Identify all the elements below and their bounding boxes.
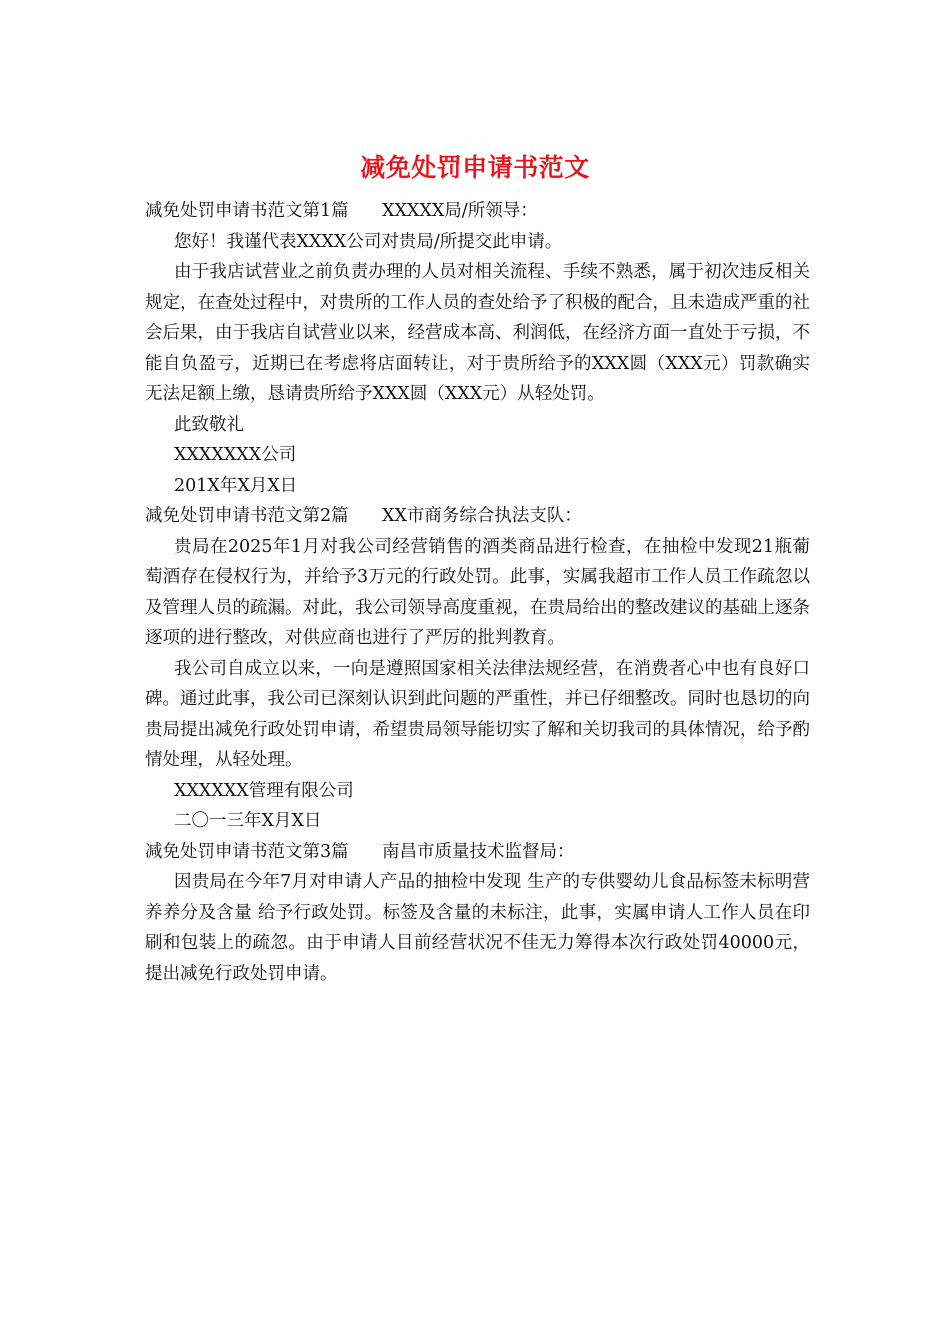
section-heading-2: 减免处罚申请书范文第2篇 XX市商务综合执法支队： bbox=[145, 506, 582, 526]
document-title: 减免处罚申请书范文 bbox=[360, 153, 590, 182]
paragraph: 因贵局在今年7月对申请人产品的抽检中发现 生产的专供婴幼儿食品标签未标明营养养分及含量 给予行政处罚。标签及含量的未标注，此事，实属申请人工作人员在印刷和包装上的疏忽。由于申请人目前经营状况不佳无力筹得本次行政处罚40000元，提出减免行政处罚申请。 bbox=[145, 872, 810, 984]
paragraph: 贵局在2025年1月对我公司经营销售的酒类商品进行检查，在抽检中发现21瓶葡萄酒存在侵权行为，并给予3万元的行政处罚。此事，实属我超市工作人员工作疏忽以及管理人员的疏漏。对此，我公司领导高度重视，在贵局给出的整改建议的基础上逐条逐项的进行整改，对供应商也进行了严厉的批判教育。 bbox=[145, 536, 810, 648]
paragraph: 您好！我谨代表XXXX公司对贵局/所提交此申请。 bbox=[174, 231, 563, 252]
signature-date: 二〇一三年X月X日 bbox=[174, 811, 322, 831]
paragraph: 我公司自成立以来，一向是遵照国家相关法律法规经营，在消费者心中也有良好口碑。通过此事，我公司已深刻认识到此问题的严重性，并已仔细整改。同时也恳切的向贵局提出减免行政处罚申请，希望贵局领导能切实了解和关切我司的具体情况，给予酌情处理，从轻处理。 bbox=[145, 658, 810, 770]
paragraph: 由于我店试营业之前负责办理的人员对相关流程、手续不熟悉，属于初次违反相关规定，在查处过程中，对贵所的工作人员的查处给予了积极的配合，且未造成严重的社会后果，由于我店自试营业以来，经营成本高、利润低，在经济方面一直处于亏损，不能自负盈亏，近期已在考虑将店面转让，对于贵所给予的XXX圆（XXX元）罚款确实无法足额上缴，恳请贵所给予XXX圆（XXX元）从轻处罚。 bbox=[145, 262, 810, 404]
signature-company: XXXXXX管理有限公司 bbox=[174, 780, 354, 801]
section-heading-1: 减免处罚申请书范文第1篇 XXXXX局/所领导： bbox=[145, 201, 538, 221]
document-body bbox=[145, 196, 810, 989]
signature-company: XXXXXXX公司 bbox=[174, 445, 297, 465]
section-heading-3: 减免处罚申请书范文第3篇 南昌市质量技术监督局： bbox=[145, 841, 575, 862]
closing-salutation: 此致敬礼 bbox=[174, 414, 244, 435]
signature-date: 201X年X月X日 bbox=[174, 475, 298, 496]
